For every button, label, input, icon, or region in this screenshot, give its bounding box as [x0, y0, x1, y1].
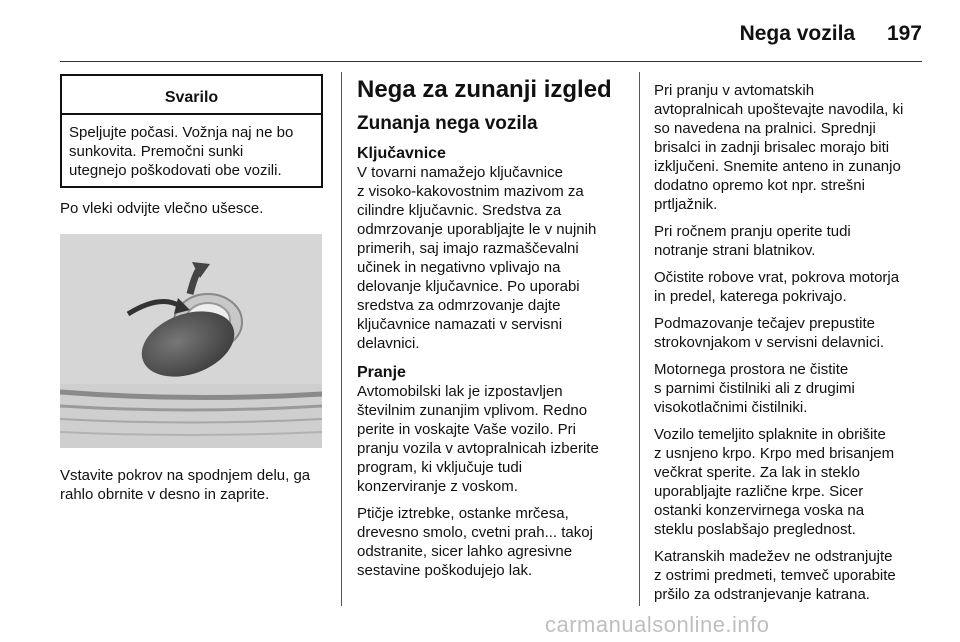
figure-caption: Vstavite pokrov na spodnjem delu, ga rahlo obrnite v desno in zaprite.: [60, 467, 311, 503]
tow-eye-cover-illustration: [60, 234, 322, 448]
carwash-instructions: Pri pranju v avtomatskih avtopralnicah upoštevajte navodila, ki so navedena na pralnici. Sprednji brisalci in zadnji brisalec morajo biti izključeni. Snemite anteno in zunanjo dodatno opremo kot npr. strešni prtljažnik.: [654, 82, 904, 213]
page-number: 197: [886, 22, 922, 45]
hinges-text: Podmazovanje tečajev prepustite strokovnjakom v servisni delavnici.: [654, 315, 885, 351]
right-column: [654, 81, 934, 612]
page-title: Nega vozila: [739, 22, 856, 45]
door-edges-text: Očistite robove vrat, pokrova motorja in predel, katerega pokrivajo.: [654, 269, 900, 305]
column-divider-2: [639, 72, 640, 606]
middle-column: [357, 77, 632, 588]
warning-box: [60, 74, 323, 188]
column-divider-1: [341, 72, 342, 606]
locks-text: V tovarni namažejo ključavnice z visoko-kakovostnim mazivom za cilindre ključavnic. Sredstva za odmrzovanje uporabljajte le v nujnih primerih, saj imajo razmaščevalni učinek in negativno vplivajo na delovanje ključavnice. Po uporabi sredstva za odmrzovanje dajte ključavnice namazati v servisni delavnici.: [357, 164, 597, 352]
engine-bay-text: Motornega prostora ne čistite s parnimi čistilniki ali z drugimi visokotlačnimi čistilniki.: [654, 361, 855, 416]
locks-heading: Ključavnice: [357, 145, 446, 162]
paragraph-tow-eye: Po vleki odvijte vlečno ušesce.: [60, 200, 264, 217]
washing-text-2: Ptičje iztrebke, ostanke mrčesa, drevesno smolo, cvetni prah... takoj odstranite, sicer lahko agresivne sestavine poškodujejo lak.: [357, 505, 593, 579]
watermark: carmanualsonline.info: [545, 612, 770, 637]
page-header: [740, 22, 922, 46]
header-divider: [60, 61, 922, 62]
subsection-heading: Zunanja nega vozila: [357, 113, 538, 134]
warning-title: Svarilo: [62, 76, 321, 115]
warning-text: Speljujte počasi. Vožnja naj ne bo sunkovita. Premočni sunki utegnejo poškodovati obe vozili.: [69, 124, 294, 179]
washing-heading: Pranje: [357, 364, 406, 381]
manual-wash-text: Pri ročnem pranju operite tudi notranje strani blatnikov.: [654, 223, 851, 259]
tar-stains-text: Katranskih madežev ne odstranjujte z ostrimi predmeti, temveč uporabite pršilo za odstranjevanje katrana.: [654, 548, 896, 603]
rinse-dry-text: Vozilo temeljito splaknite in obrišite z usnjeno krpo. Krpo med brisanjem večkrat sperite. Za lak in steklo uporabljajte različne krpe. Sicer ostanki konzervirnega voska na steklu poslabšajo preglednost.: [654, 426, 895, 538]
washing-text-1: Avtomobilski lak je izpostavljen številnim zunanjim vplivom. Redno perite in voskajte Vaše vozilo. Pri pranju vozila v avtopralnicah izberite program, ki vključuje tudi konzerviranje z voskom.: [357, 383, 599, 495]
section-heading: Nega za zunanji izgled: [357, 76, 612, 103]
left-column: [60, 74, 330, 512]
